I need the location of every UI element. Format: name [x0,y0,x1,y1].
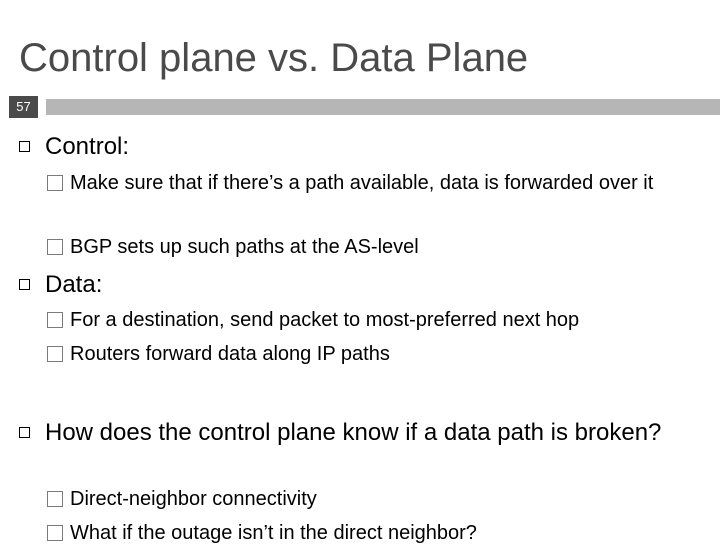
bullet-text: How does the control plane know if a data path is broken? [45,419,662,446]
sub-bullet-text: Routers forward data along IP paths [70,343,390,365]
bullet-control [45,132,129,161]
bullet-text: Control: [45,133,130,160]
square-bullet-icon [47,175,63,191]
sub-bullet-text: Make sure that if there’s a path available, data is forwarded over it [70,172,654,194]
sub-bullet-control-2 [70,234,419,260]
slide-number-bar [0,96,720,118]
sub-bullet-question-2 [70,520,477,546]
square-bullet-icon [19,279,30,290]
sub-bullet-text: For a destination, send packet to most-preferred next hop [70,309,580,331]
header-divider [46,99,720,115]
sub-bullet-question-1 [70,486,317,512]
sub-bullet-data-1 [70,307,579,333]
bullet-data [45,270,102,299]
square-bullet-icon [47,312,63,328]
square-bullet-icon [47,346,63,362]
square-bullet-icon [47,239,63,255]
sub-bullet-data-2 [70,341,390,367]
square-bullet-icon [19,141,30,152]
sub-bullet-text: BGP sets up such paths at the AS-level [70,236,419,258]
sub-bullet-text: What if the outage isn’t in the direct neighbor? [70,522,477,544]
square-bullet-icon [47,491,63,507]
square-bullet-icon [47,525,63,541]
sub-bullet-control-1 [70,170,710,196]
bullet-question [45,418,675,447]
slide-number: 57 [9,96,38,118]
sub-bullet-text: Direct-neighbor connectivity [70,488,317,510]
slide-title: Control plane vs. Data Plane [19,36,529,80]
bullet-text: Data: [45,271,103,298]
square-bullet-icon [19,427,30,438]
